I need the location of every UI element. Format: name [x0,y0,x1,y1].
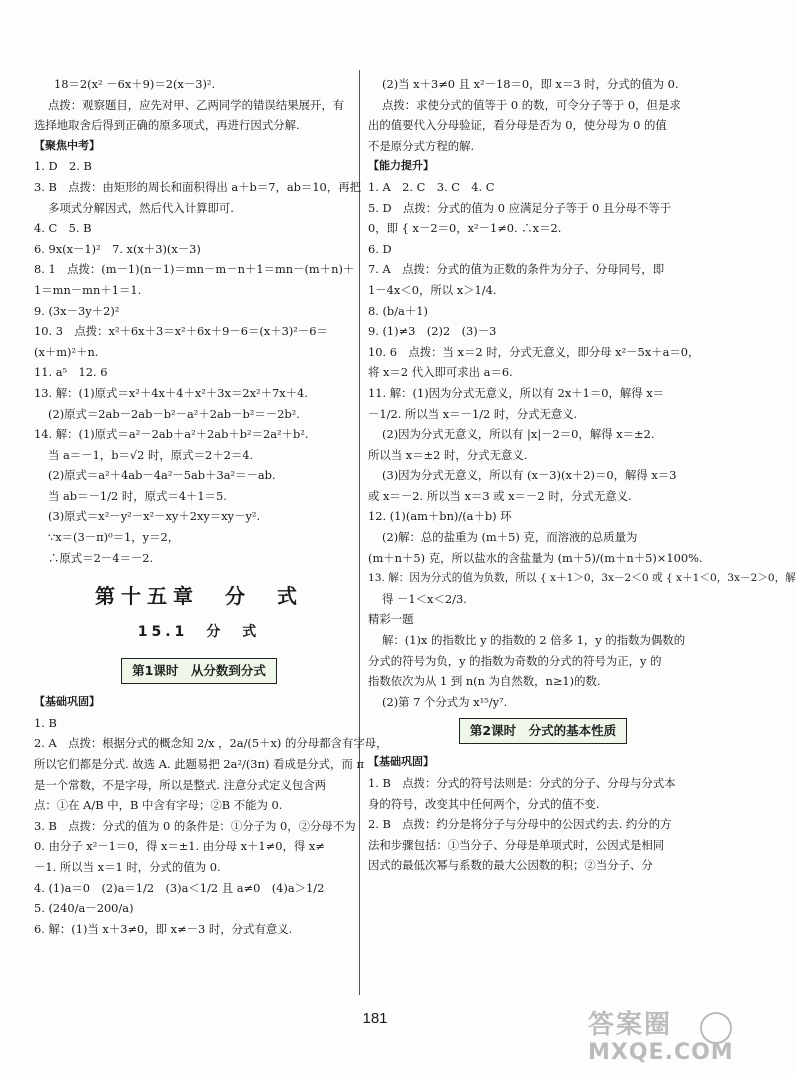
text-line: (x＋m)²＋n. [34,344,99,359]
text-line: 6. 解：(1)当 x＋3≠0，即 x≠－3 时，分式有意义. [34,921,293,936]
text-line: ∵x＝(3－π)⁰＝1，y＝2， [48,530,180,545]
watermark-logo [588,1010,738,1070]
text-line: (3)原式＝x²－y²－x²－xy＋2xy＝xy－y². [48,509,261,524]
seal-icon [700,1012,732,1044]
page-number: 181 [362,1010,388,1027]
text-line: 9. (3x－3y＋2)² [34,303,120,318]
text-line: 10. 6 点拨：当 x＝2 时，分式无意义，即分母 x²－5x＋a＝0， [368,344,700,359]
section-heading: 【能力提升】 [368,159,434,173]
text-line: 1. B 点拨：分式的符号法则是：分式的分子、分母与分式本 [368,776,676,790]
text-line: 点：①在 A/B 中，B 中含有字母；②B 不能为 0. [34,798,283,813]
chapter-title: 第十五章 分 式 [95,584,303,609]
text-line: (3)因为分式无意义，所以有 (x－3)(x＋2)＝0，解得 x＝3 [382,468,677,483]
text-line: 所以当 x＝±2 时，分式无意义. [368,447,528,462]
watermark-url: MXQE.COM [588,1040,734,1065]
watermark-text: 答案圈 [588,1010,673,1040]
text-line: (2)解：总的盐重为 (m＋5) 克，而溶液的总质量为 [382,530,638,545]
text-line: 分式的符号为负，y 的指数为奇数的分式的符号为正，y 的 [368,653,662,668]
text-line: 11. a⁵ 12. 6 [34,365,108,380]
text-line: 解：(1)x 的指数比 y 的指数的 2 倍多 1，y 的指数为偶数的 [382,633,686,648]
text-line: 2. B 点拨：约分是将分子与分母中的公因式约去. 约分的方 [368,817,672,832]
text-line: (2)因为分式无意义，所以有 |x|－2＝0，解得 x＝±2. [382,427,655,442]
text-line: 8. (b/a＋1) [368,303,428,318]
text-line: 7. A 点拨：分式的值为正数的条件为分子、分母同号，即 [368,262,665,277]
text-line: 1. A 2. C 3. C 4. C [368,179,495,194]
text-line: 4. C 5. B [34,221,92,236]
text-line: 13. 解：(1)原式＝x²＋4x＋4＋x²＋3x＝2x²＋7x＋4. [34,385,308,400]
text-line: 选择地取舍后得到正确的原多项式，再进行因式分解. [34,118,300,133]
text-line: 法和步骤包括：①当分子、分母是单项式时，公因式是相同 [368,837,665,852]
text-line: 当 a＝－1，b＝√2 时，原式＝2＋2＝4. [48,447,254,462]
text-line: (2)原式＝a²＋4ab－4a²－5ab＋3a²＝－ab. [48,468,276,483]
text-line: －1/2. 所以当 x＝－1/2 时，分式无意义. [368,406,578,421]
text-line: 1－4x＜0，所以 x＞1/4. [368,282,497,297]
text-line: 点拨：求使分式的值等于 0 的数，可令分子等于 0，但是求 [382,97,681,112]
text-line: 得 －1＜x＜2/3. [382,591,467,606]
section-heading: 【聚焦中考】 [34,138,100,152]
text-line: 3. B 点拨：由矩形的周长和面积得出 a＋b＝7，ab＝10，再把 [34,179,361,194]
text-line: 10. 3 点拨：x²＋6x＋3＝x²＋6x＋9－6＝(x＋3)²－6＝ [34,324,328,339]
text-line: －1. 所以当 x＝1 时，分式的值为 0. [34,860,221,874]
text-line: 0. 由分子 x²－1＝0，得 x＝±1. 由分母 x＋1≠0，得 x≠ [34,839,325,854]
text-line: 点拨：观察题目，应先对甲、乙两同学的错误结果展开，有 [48,97,345,112]
text-line: 3. B 点拨：分式的值为 0 的条件是：①分子为 0，②分母不为 [34,818,356,833]
text-line: 14. 解：(1)原式＝a²－2ab＋a²＋2ab＋b²＝2a²＋b². [34,427,309,442]
text-line: 身的符号，改变其中任何两个，分式的值不变. [368,796,600,811]
text-line: (2)原式＝2ab－2ab－b²－a²＋2ab－b²＝－2b². [48,406,300,421]
text-line: 当 ab＝－1/2 时，原式＝4＋1＝5. [48,488,227,503]
text-line: 1＝mn－mn＋1＝1. [34,282,142,297]
section-title: 15.1 分 式 [137,624,261,641]
text-line: 因式的最低次幂与系数的最大公因数的积；②当分子、分 [368,858,653,873]
text-line: 4. (1)a＝0 (2)a＝1/2 (3)a＜1/2 且 a≠0 (4)a＞1/2 [34,880,325,895]
text-line: 或 x＝－2. 所以当 x＝3 或 x＝－2 时，分式无意义. [368,488,632,503]
section-heading: 【基础巩固】 [368,755,434,769]
right-column [368,74,796,876]
text-line: 18＝2(x² －6x＋9)＝2(x－3)². [54,77,216,91]
text-line: 13. 解：因为分式的值为负数，所以 { x＋1＞0，3x－2＜0 或 { x＋1＜0，3x－2＞0，解 [368,572,796,585]
text-line: 多项式分解因式，然后代入计算即可. [48,200,234,215]
text-line: 8. 1 点拨：(m－1)(n－1)＝mn－m－n＋1＝mn－(m＋n)＋ [34,262,355,277]
text-line: 6. 9x(x－1)² 7. x(x＋3)(x－3) [34,241,201,256]
text-line: 1. D 2. B [34,159,92,174]
lesson-title-box: 第2课时 分式的基本性质 [459,718,627,744]
text-line: 所以它们都是分式. 故选 A. 此题易把 2a²/(3π) 看成是分式，而 π [34,757,364,772]
text-line: 指数依次为从 1 到 n(n 为自然数，n≥1)的数. [368,674,601,689]
subsection-title: 精彩一题 [368,612,414,627]
text-line: 不是原分式方程的解. [368,138,475,153]
text-line: 12. (1)(am＋bn)/(a＋b) 环 [368,509,512,524]
text-line: 将 x＝2 代入即可求出 a＝6. [368,365,513,380]
section-heading: 【基础巩固】 [34,695,100,709]
text-line: 1. B [34,715,57,730]
text-line: (2)当 x＋3≠0 且 x²－18＝0，即 x＝3 时，分式的值为 0. [382,77,679,91]
text-line: 是一个常数，不是字母，所以是整式. 注意分式定义包含两 [34,777,327,792]
text-line: (m＋n＋5) 克，所以盐水的含盐量为 (m＋5)/(m＋n＋5)×100%. [368,550,703,565]
text-line: 0，即 { x－2＝0，x²－1≠0. ∴x＝2. [368,221,562,236]
text-line: ∴原式＝2－4＝－2. [48,550,154,565]
text-line: 11. 解：(1)因为分式无意义，所以有 2x＋1＝0，解得 x＝ [368,385,665,400]
text-line: 出的值要代入分母验证，看分母是否为 0，使分母为 0 的值 [368,118,667,133]
text-line: 6. D [368,241,392,256]
text-line: 5. D 点拨：分式的值为 0 应满足分子等于 0 且分母不等于 [368,200,672,215]
text-line: 2. A 点拨：根据分式的概念知 2/x ，2a/(5＋x) 的分母都含有字母， [34,736,388,751]
text-line: (2)第 7 个分式为 x¹⁵/y⁷. [382,694,508,709]
text-line: 5. (240/a－200/a) [34,901,134,916]
text-line: 9. (1)≠3 (2)2 (3)－3 [368,324,497,339]
lesson-title-box: 第1课时 从分数到分式 [121,658,277,684]
